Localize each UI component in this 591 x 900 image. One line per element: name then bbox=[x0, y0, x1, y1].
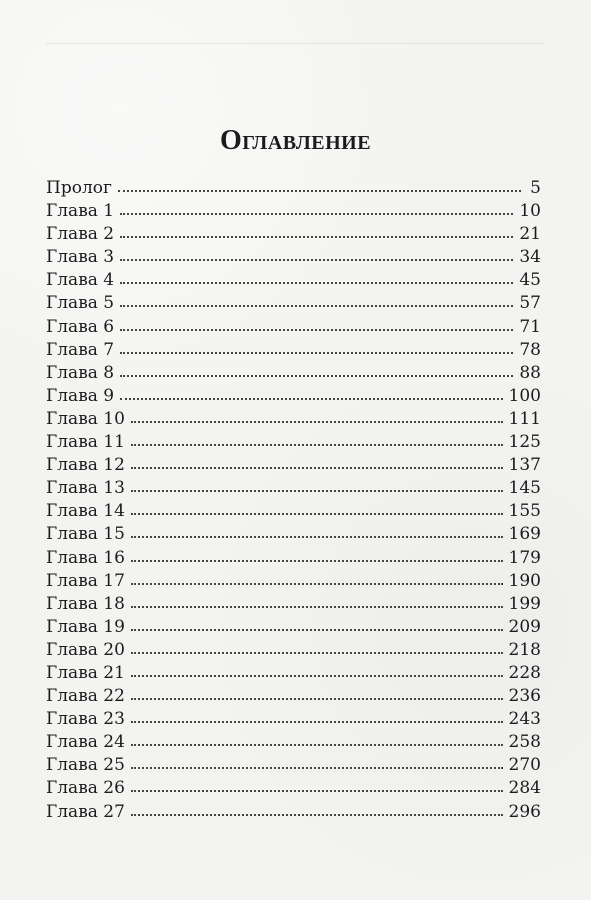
dot-leader bbox=[120, 351, 513, 354]
toc-page-number: 57 bbox=[519, 293, 541, 314]
toc-row bbox=[46, 269, 541, 292]
dot-leader bbox=[131, 720, 503, 723]
toc-page-number: 296 bbox=[508, 801, 541, 822]
toc-page-number: 78 bbox=[519, 339, 541, 360]
dot-leader bbox=[120, 374, 513, 377]
dot-leader bbox=[131, 420, 503, 423]
toc-entry-label: Глава 17 bbox=[46, 570, 125, 591]
top-divider bbox=[46, 43, 545, 44]
toc-entry-label: Глава 7 bbox=[46, 339, 115, 360]
dot-leader bbox=[120, 281, 513, 284]
dot-leader bbox=[120, 212, 513, 215]
toc-row bbox=[46, 477, 541, 500]
toc-row bbox=[46, 177, 541, 200]
toc-entry-label: Глава 9 bbox=[46, 385, 115, 406]
toc-row bbox=[46, 246, 541, 269]
dot-leader bbox=[131, 743, 503, 746]
toc-page-number: 258 bbox=[508, 732, 541, 753]
toc-entry-label: Пролог bbox=[46, 178, 112, 198]
toc-entry-label: Глава 26 bbox=[46, 778, 125, 799]
toc-page-number: 145 bbox=[508, 478, 541, 499]
toc-row bbox=[46, 339, 541, 362]
toc-entry-label: Глава 24 bbox=[46, 732, 125, 753]
toc-entry-label: Глава 13 bbox=[46, 478, 125, 499]
dot-leader bbox=[131, 582, 503, 585]
dot-leader bbox=[131, 489, 503, 492]
dot-leader bbox=[131, 559, 503, 562]
dot-leader bbox=[120, 328, 513, 331]
toc-row bbox=[46, 523, 541, 546]
toc-entry-label: Глава 12 bbox=[46, 455, 125, 476]
dot-leader bbox=[131, 789, 503, 792]
toc-page-number: 88 bbox=[519, 362, 541, 383]
toc-page-number: 100 bbox=[508, 385, 541, 406]
toc-row bbox=[46, 570, 541, 593]
toc-row bbox=[46, 385, 541, 408]
toc-row bbox=[46, 223, 541, 246]
toc-page-number: 21 bbox=[519, 224, 541, 245]
toc-entry-label: Глава 2 bbox=[46, 224, 115, 245]
dot-leader bbox=[131, 697, 503, 700]
toc-page-number: 243 bbox=[508, 709, 541, 730]
toc-entry-label: Глава 18 bbox=[46, 593, 125, 614]
dot-leader bbox=[131, 443, 503, 446]
toc-entry-label: Глава 5 bbox=[46, 293, 115, 314]
toc-entry-label: Глава 27 bbox=[46, 801, 125, 822]
toc-page-number: 155 bbox=[508, 501, 541, 522]
dot-leader bbox=[131, 766, 503, 769]
dot-leader bbox=[131, 813, 503, 816]
dot-leader bbox=[118, 189, 521, 192]
toc-entry-label: Глава 10 bbox=[46, 408, 125, 429]
toc-page-number: 169 bbox=[508, 524, 541, 545]
toc-row bbox=[46, 408, 541, 431]
toc-page-number: 284 bbox=[508, 778, 541, 799]
toc-entry-label: Глава 14 bbox=[46, 501, 125, 522]
toc-page-number: 228 bbox=[508, 662, 541, 683]
table-of-contents bbox=[46, 177, 541, 824]
page-title: Оглавление bbox=[219, 125, 372, 156]
toc-row bbox=[46, 731, 541, 754]
toc-row bbox=[46, 639, 541, 662]
toc-row bbox=[46, 662, 541, 685]
toc-page-number: 199 bbox=[508, 593, 541, 614]
dot-leader bbox=[120, 258, 513, 261]
toc-page-number: 71 bbox=[519, 316, 541, 337]
toc-page-number: 236 bbox=[508, 686, 541, 707]
toc-page-number: 10 bbox=[519, 201, 541, 222]
toc-row bbox=[46, 431, 541, 454]
toc-row bbox=[46, 316, 541, 339]
toc-row bbox=[46, 593, 541, 616]
toc-page-number: 270 bbox=[508, 755, 541, 776]
toc-entry-label: Глава 25 bbox=[46, 755, 125, 776]
toc-page-number: 137 bbox=[508, 455, 541, 476]
toc-row bbox=[46, 362, 541, 385]
toc-entry-label: Глава 16 bbox=[46, 547, 125, 568]
toc-row bbox=[46, 454, 541, 477]
toc-entry-label: Глава 15 bbox=[46, 524, 125, 545]
dot-leader bbox=[131, 512, 503, 515]
toc-row bbox=[46, 777, 541, 800]
toc-page-number: 111 bbox=[508, 408, 541, 429]
toc-row bbox=[46, 616, 541, 639]
toc-entry-label: Глава 21 bbox=[46, 662, 125, 683]
toc-entry-label: Глава 22 bbox=[46, 686, 125, 707]
toc-page-number: 34 bbox=[519, 247, 541, 268]
toc-row bbox=[46, 547, 541, 570]
toc-row bbox=[46, 754, 541, 777]
toc-row bbox=[46, 292, 541, 315]
toc-entry-label: Глава 11 bbox=[46, 432, 125, 453]
toc-row bbox=[46, 200, 541, 223]
dot-leader bbox=[131, 628, 503, 631]
toc-page-number: 45 bbox=[519, 270, 541, 291]
toc-row bbox=[46, 685, 541, 708]
toc-entry-label: Глава 1 bbox=[46, 201, 115, 222]
toc-entry-label: Глава 19 bbox=[46, 616, 125, 637]
toc-entry-label: Глава 3 bbox=[46, 247, 115, 268]
dot-leader bbox=[131, 605, 503, 608]
dot-leader bbox=[120, 235, 513, 238]
toc-page-number: 5 bbox=[530, 178, 541, 198]
toc-page-number: 125 bbox=[508, 432, 541, 453]
toc-page-number: 190 bbox=[508, 570, 541, 591]
toc-entry-label: Глава 23 bbox=[46, 709, 125, 730]
dot-leader bbox=[131, 651, 503, 654]
dot-leader bbox=[131, 674, 503, 677]
toc-entry-label: Глава 8 bbox=[46, 362, 115, 383]
toc-page-number: 179 bbox=[508, 547, 541, 568]
toc-row bbox=[46, 708, 541, 731]
dot-leader bbox=[120, 304, 513, 307]
toc-entry-label: Глава 4 bbox=[46, 270, 115, 291]
toc-row bbox=[46, 500, 541, 523]
dot-leader bbox=[131, 466, 503, 469]
toc-row bbox=[46, 801, 541, 824]
dot-leader bbox=[131, 535, 503, 538]
toc-entry-label: Глава 6 bbox=[46, 316, 115, 337]
toc-page-number: 218 bbox=[508, 639, 541, 660]
toc-entry-label: Глава 20 bbox=[46, 639, 125, 660]
toc-page-number: 209 bbox=[508, 616, 541, 637]
dot-leader bbox=[120, 397, 502, 400]
